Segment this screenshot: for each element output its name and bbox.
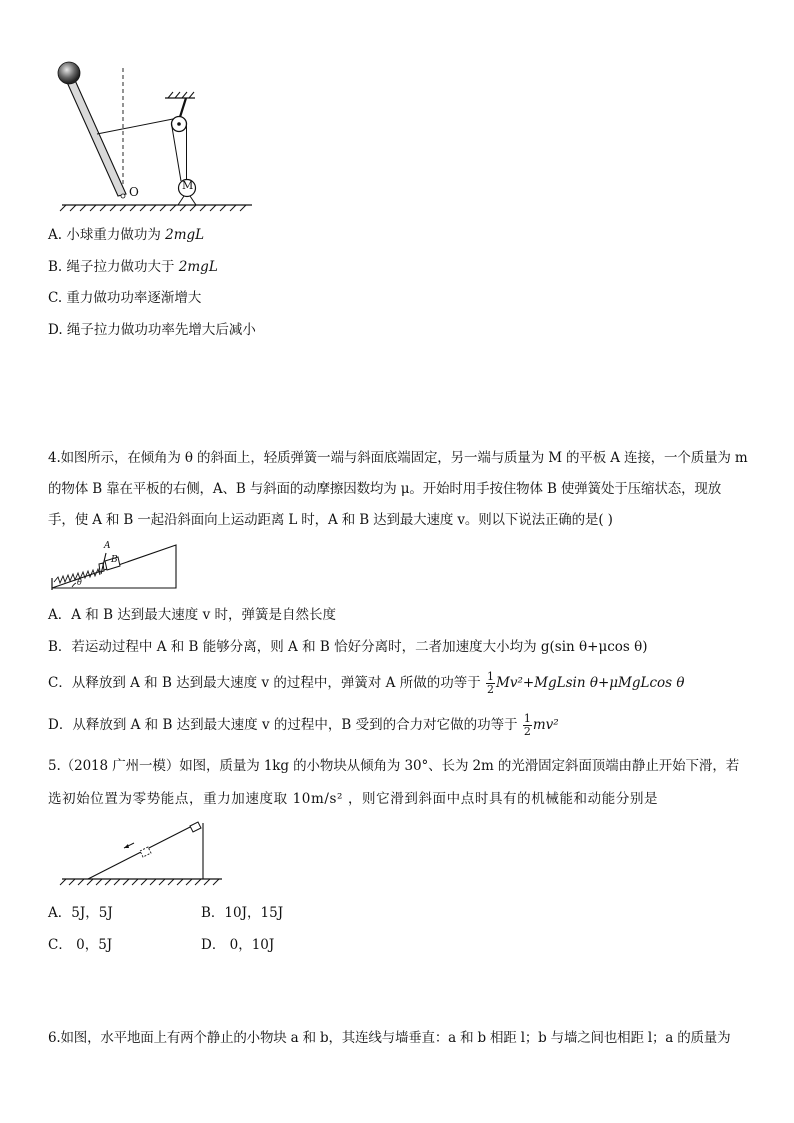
q3-option-d: D. 绳子拉力做功功率先增大后减小 [48,322,256,338]
q5-option-a: A．5J，5J [48,905,113,921]
pivot-label: O [129,185,139,199]
q4-option-c-den: 2 [487,683,494,696]
q3-option-a-formula: 2mgL [165,227,205,243]
q4-label-b: B [111,555,118,565]
q4-option-d-den: 2 [523,725,531,738]
q4-label-a: A [104,541,111,551]
q4-option-d-num: 1 [523,712,531,725]
q4-label-theta: θ [77,578,82,587]
q5-option-d: D． 0，10J [201,937,275,953]
q4-option-c-num: 1 [487,670,494,683]
q4-option-b: B．若运动过程中 A 和 B 能够分离，则 A 和 B 恰好分离时，二者加速度大小均为 g(sin θ+μcos θ) [48,639,648,655]
q4-stem-line2: 的物体 B 靠在平板的右侧，A、B 与斜面的动摩擦因数均为 μ。开始时用手按住物体 B 使弹簧处于压缩状态，现放 [48,481,722,497]
q4-option-d-text: D．从释放到 A 和 B 达到最大速度 v 的过程中，B 受到的合力对它做的功等于 [48,717,522,733]
q5-stem-line2: 选初始位置为零势能点，重力加速度取 10m/s² ，则它滑到斜面中点时具有的机械能和动能分别是 [48,791,659,807]
q4-option-a: A．A 和 B 达到最大速度 v 时，弹簧是自然长度 [48,607,337,623]
q3-option-b-formula: 2mgL [178,259,218,275]
q3-option-c: C. 重力做功功率逐渐增大 [48,290,202,306]
q3-option-a-text: A. 小球重力做功为 [48,227,166,243]
q4-stem-line1: 4.如图所示，在倾角为 θ 的斜面上，轻质弹簧一端与斜面底端固定，另一端与质量为 M 的平板 A 连接，一个质量为 m [48,450,748,466]
q4-stem-line3: 手，使 A 和 B 一起沿斜面向上运动距离 L 时，A 和 B 达到最大速度 v。则以下说法正确的是( ) [48,512,613,528]
q5-option-c: C． 0，5J [48,937,113,953]
motor-label: M [182,179,194,192]
q4-option-d-formula: mv² [532,717,559,733]
q5-stem-line1: 5.（2018 广州一模）如图，质量为 1kg 的小物块从倾角为 30°、长为 2m 的光滑固定斜面顶端由静止开始下滑，若 [48,758,740,774]
q3-option-b-text: B. 绳子拉力做功大于 [48,259,179,275]
q6-stem-line1: 6.如图，水平地面上有两个静止的小物块 a 和 b，其连线与墙垂直：a 和 b 相距 l；b 与墙之间也相距 l；a 的质量为 [48,1030,731,1046]
q5-option-b: B．10J，15J [201,905,284,921]
q4-option-c-formula: Mv²+MgLsin θ+μMgLcos θ [496,675,685,691]
q4-option-c-text: C．从释放到 A 和 B 达到最大速度 v 的过程中，弹簧对 A 所做的功等于 [48,675,485,691]
